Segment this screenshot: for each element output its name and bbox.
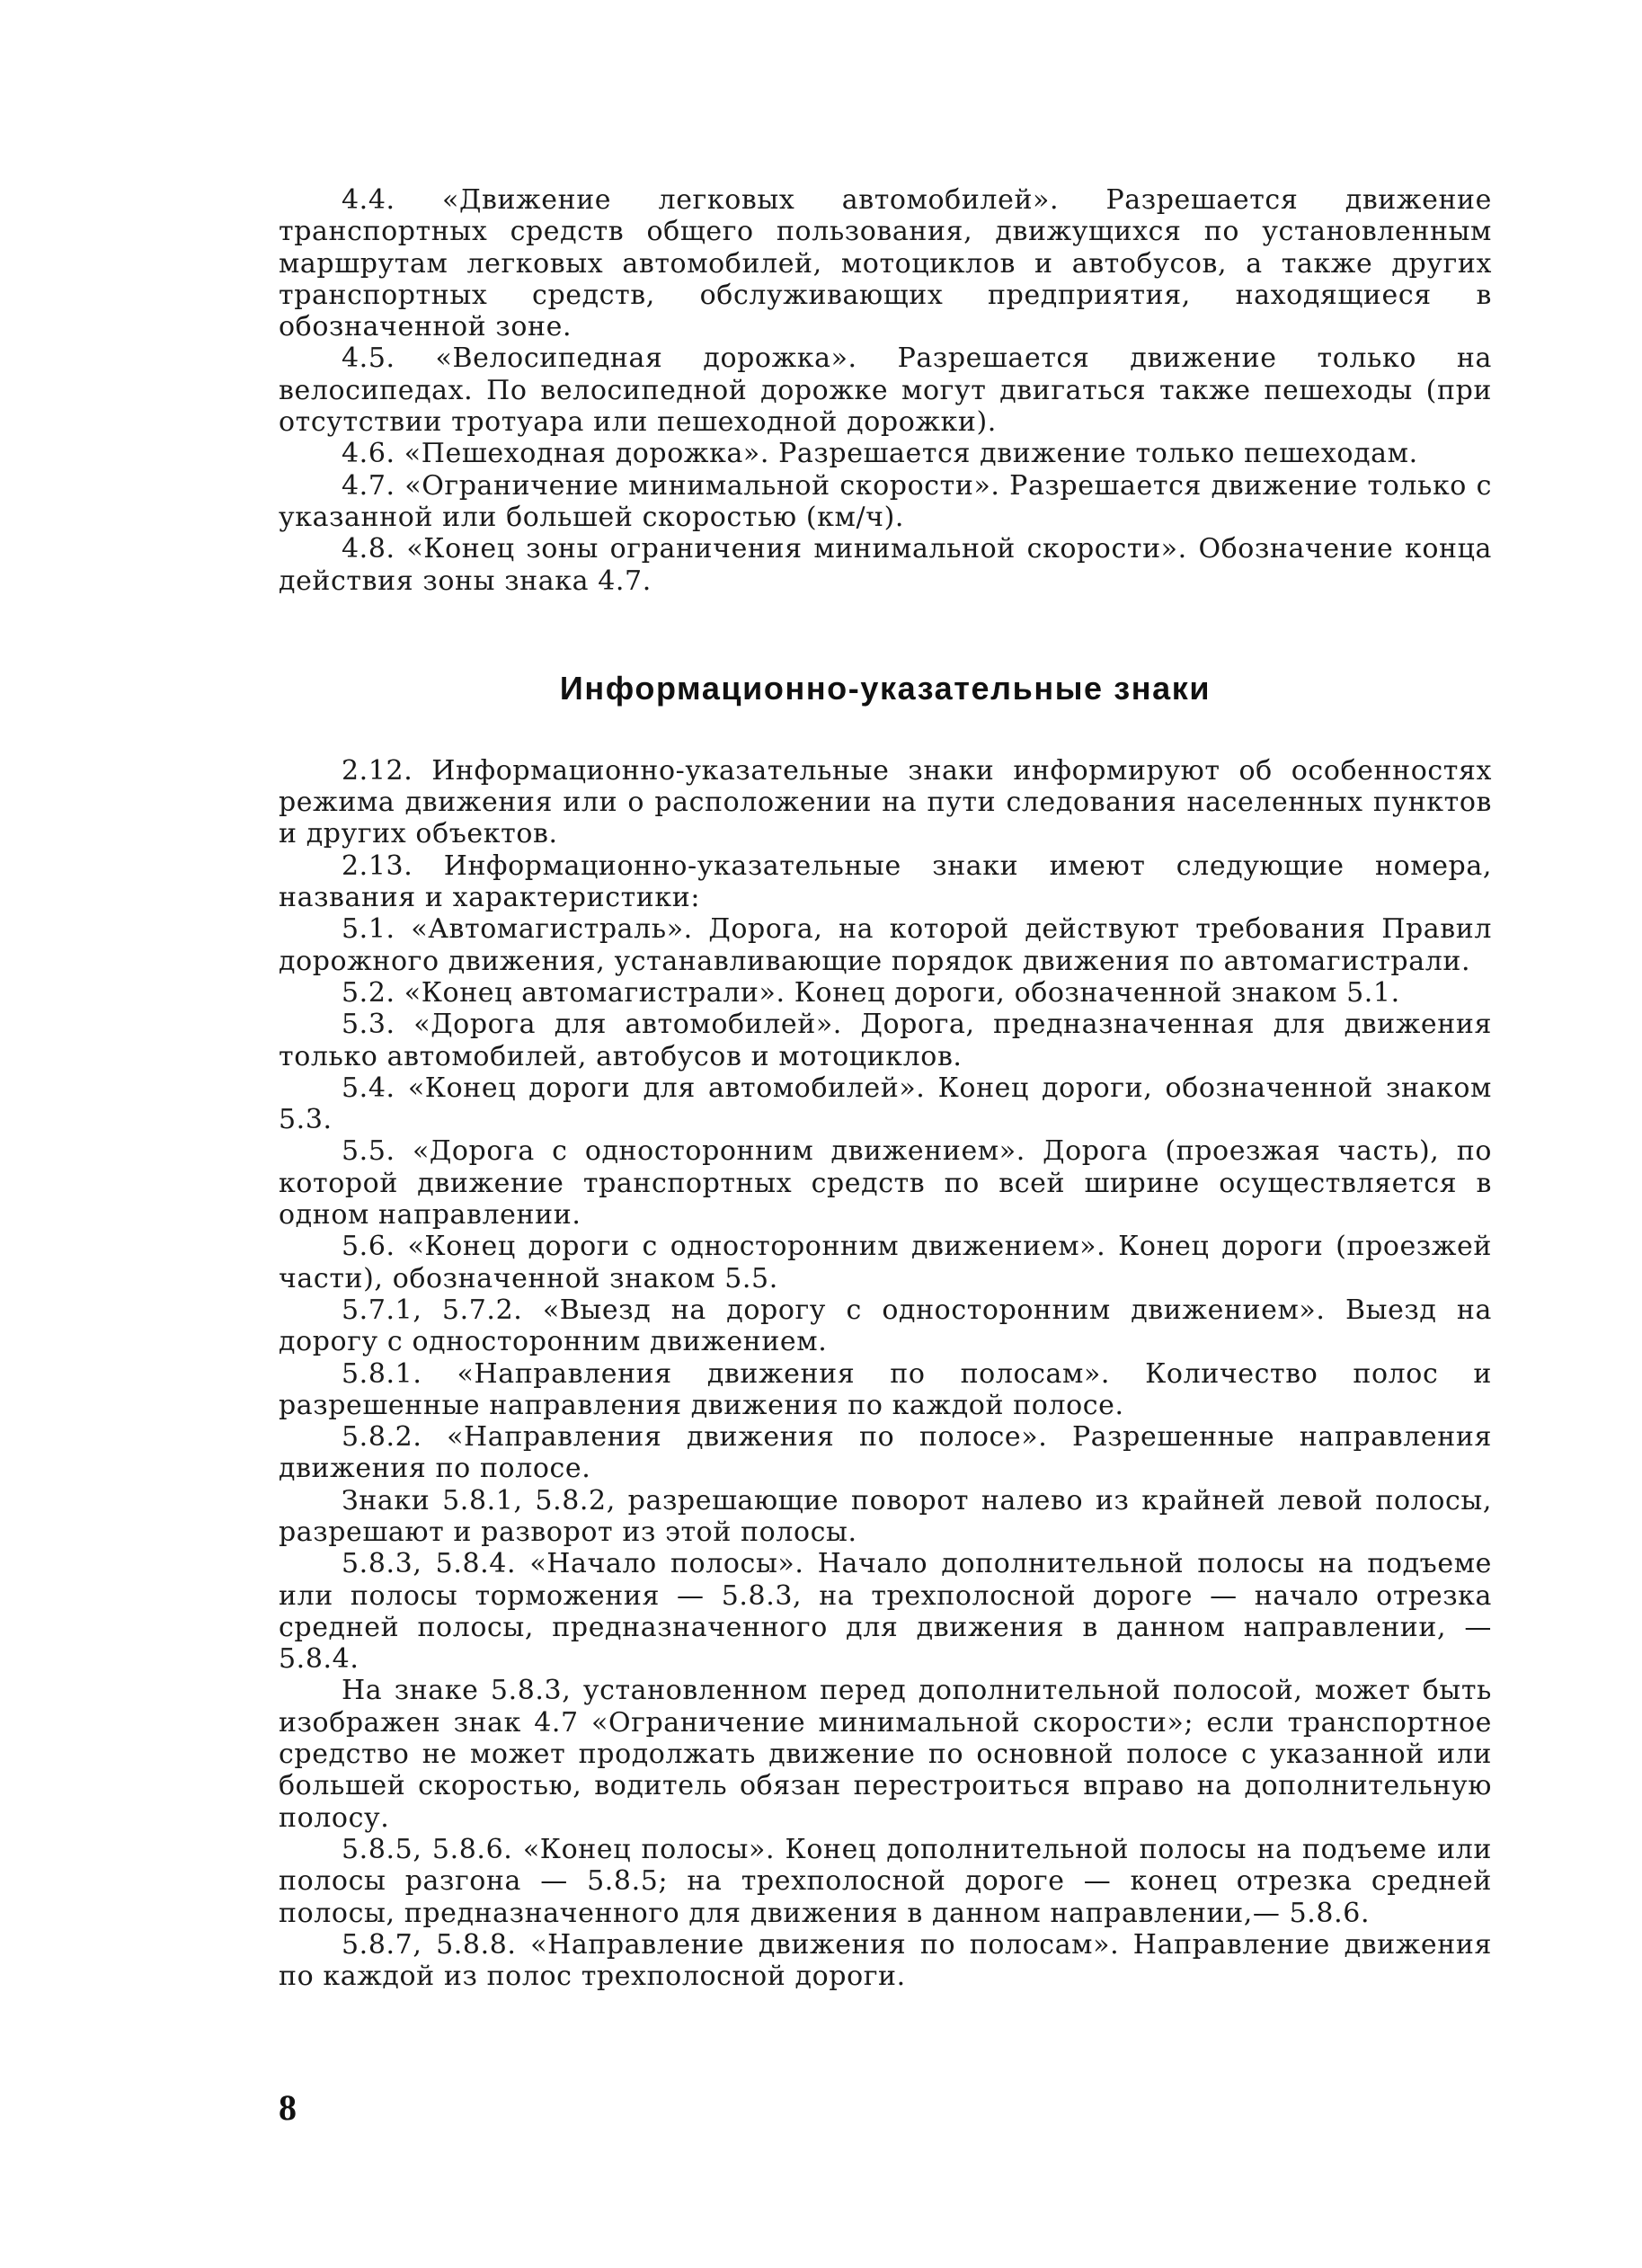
page-number: 8 <box>279 2087 297 2128</box>
paragraph-5-4: 5.4. «Конец дороги для автомобилей». Конец дороги, обозначенной знаком 5.3. <box>279 1072 1492 1136</box>
paragraph-5-8-7: 5.8.7, 5.8.8. «Направление движения по полосам». Направление движения по каждой из полос трехполосной дороги. <box>279 1928 1492 1993</box>
paragraph-4-4: 4.4. «Движение легковых автомобилей». Разрешается движение транспортных средств общего пользования, движущихся по установленным маршрутам легковых автомобилей, мотоциклов и автобусов, а также других транспортных средств, обслуживающих предприятия, находящиеся в обозначенной зоне. <box>279 184 1492 343</box>
paragraph-2-12: 2.12. Информационно-указательные знаки информируют об особенностях режима движения или о расположении на пути следования населенных пунктов и других объектов. <box>279 754 1492 850</box>
paragraph-5-3: 5.3. «Дорога для автомобилей». Дорога, предназначенная для движения только автомобилей, автобусов и мотоциклов. <box>279 1009 1492 1072</box>
paragraph-4-6: 4.6. «Пешеходная дорожка». Разрешается движение только пешеходам. <box>342 438 1418 470</box>
paragraph-5-7: 5.7.1, 5.7.2. «Выезд на дорогу с односторонним движением». Выезд на дорогу с односторонним движением. <box>279 1294 1492 1358</box>
paragraph-2-13: 2.13. Информационно-указательные знаки имеют следующие номера, названия и характеристики: <box>279 849 1492 914</box>
page-body <box>279 184 1492 1992</box>
paragraph-5-8-2: 5.8.2. «Направления движения по полосе». Разрешенные направления движения по полосе. <box>279 1421 1492 1485</box>
section-heading: Информационно-указательные знаки <box>559 669 1212 707</box>
paragraph-4-5: 4.5. «Велосипедная дорожка». Разрешается движение только на велосипедах. По велосипедной дорожке могут двигаться также пешеходы (при отсутствии тротуара или пешеходной дорожки). <box>279 342 1492 439</box>
paragraph-5-8-3-note: На знаке 5.8.3, установленном перед дополнительной полосой, может быть изображен знак 4.7 «Ограничение минимальной скорости»; если транспортное средство не может продолжать движение по основной полосе с указанной или большей скоростью, водитель обязан перестроиться вправо на дополнительную полосу. <box>279 1675 1492 1834</box>
paragraph-5-5: 5.5. «Дорога с односторонним движением». Дорога (проезжая часть), по которой движение транспортных средств по всей ширине осуществляется в одном направлении. <box>279 1135 1492 1232</box>
paragraph-5-2: 5.2. «Конец автомагистрали». Конец дороги, обозначенной знаком 5.1. <box>342 976 1400 1009</box>
paragraph-4-8: 4.8. «Конец зоны ограничения минимальной скорости». Обозначение конца действия зоны знака 4.7. <box>279 533 1492 597</box>
paragraph-signs-note: Знаки 5.8.1, 5.8.2, разрешающие поворот налево из крайней левой полосы, разрешают и разворот из этой полосы. <box>279 1484 1492 1548</box>
paragraph-5-1: 5.1. «Автомагистраль». Дорога, на которой действуют требования Правил дорожного движения, устанавливающие порядок движения по автомагистрали. <box>279 913 1492 977</box>
paragraph-5-8-5: 5.8.5, 5.8.6. «Конец полосы». Конец дополнительной полосы на подъеме или полосы разгона — 5.8.5; на трехполосной дороге — конец отрезка средней полосы, предназначенного для движения в данном направлении,— 5.8.6. <box>279 1833 1492 1929</box>
paragraph-5-6: 5.6. «Конец дороги с односторонним движением». Конец дороги (проезжей части), обозначенной знаком 5.5. <box>279 1231 1492 1294</box>
paragraph-4-7: 4.7. «Ограничение минимальной скорости». Разрешается движение только с указанной или большей скоростью (км/ч). <box>279 469 1492 533</box>
paragraph-5-8-3: 5.8.3, 5.8.4. «Начало полосы». Начало дополнительной полосы на подъеме или полосы торможения — 5.8.3, на трехполосной дороге — начало отрезка средней полосы, предназначенного для движения в данном направлении, — 5.8.4. <box>279 1548 1492 1676</box>
paragraph-5-8-1: 5.8.1. «Направления движения по полосам». Количество полос и разрешенные направления движения по каждой полосе. <box>279 1357 1492 1421</box>
